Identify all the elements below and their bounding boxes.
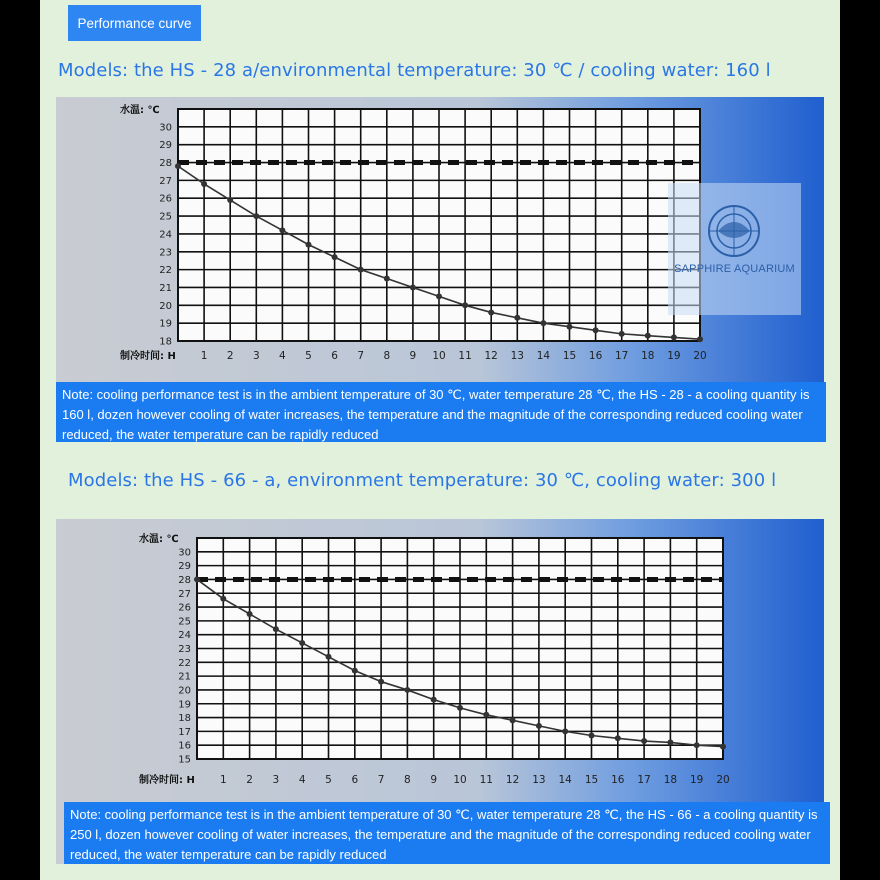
- x-tick-label: 20: [716, 774, 730, 786]
- y-tick-label: 25: [159, 211, 172, 223]
- y-tick-label: 29: [178, 561, 191, 573]
- data-point: [457, 705, 463, 711]
- data-point: [697, 336, 703, 342]
- y-tick-label: 28: [159, 158, 172, 170]
- data-point: [720, 744, 726, 750]
- data-point: [306, 242, 312, 248]
- performance-curve-badge: Performance curve: [68, 5, 201, 41]
- y-tick-label: 29: [159, 140, 172, 152]
- x-tick-label: 12: [505, 774, 520, 786]
- x-tick-label: 4: [279, 350, 286, 362]
- x-tick-label: 20: [693, 350, 707, 362]
- data-point: [332, 254, 338, 260]
- data-point: [589, 733, 595, 739]
- x-tick-label: 3: [252, 350, 260, 362]
- data-point: [227, 197, 233, 203]
- y-tick-label: 19: [178, 699, 191, 711]
- y-tick-label: 23: [178, 644, 191, 655]
- x-tick-label: 13: [532, 774, 546, 786]
- watermark-text: SAPPHIRE AQUARIUM: [674, 263, 795, 275]
- data-point: [352, 668, 358, 674]
- data-point: [378, 679, 384, 685]
- data-point: [536, 723, 542, 729]
- data-point: [431, 697, 437, 703]
- note-hs28: Note: cooling performance test is in the ambient temperature of 30 ℃, water temperature 28 ℃, the HS - 28 - a cooling quantity is 160 l, dozen however cooling of water increases, the temperature and the magnitude of the corresponding reduced cooling water reduced, the water temperature can be rapidly reduced: [56, 382, 826, 442]
- data-point: [488, 309, 494, 315]
- sapphire-logo-icon: [709, 206, 759, 256]
- data-point: [593, 327, 599, 333]
- x-tick-label: 19: [690, 774, 704, 786]
- x-tick-label: 8: [404, 774, 411, 786]
- data-point: [358, 267, 364, 273]
- y-tick-label: 26: [159, 193, 172, 205]
- x-tick-label: 9: [409, 350, 417, 362]
- x-tick-label: 1: [219, 774, 227, 786]
- y-tick-label: 18: [159, 336, 172, 348]
- y-tick-label: 28: [178, 574, 191, 586]
- data-point: [404, 687, 410, 693]
- y-tick-label: 19: [159, 318, 172, 330]
- x-tick-label: 13: [510, 350, 524, 362]
- data-point: [567, 324, 573, 330]
- x-tick-label: 6: [331, 350, 338, 362]
- model-heading-hs66: Models: the HS - 66 - a, environment temperature: 30 ℃, cooling water: 300 l: [68, 470, 777, 491]
- data-point: [194, 576, 200, 582]
- x-tick-label: 6: [351, 774, 359, 786]
- note-hs66: Note: cooling performance test is in the ambient temperature of 30 ℃, water temperature 28 ℃, the HS - 66 - a cooling quantity is 250 l, dozen however cooling of water increases, the temperature and the magnitude of the corresponding reduced cooling water reduced, the water temperature can be rapidly reduced: [64, 802, 830, 864]
- y-tick-label: 23: [159, 247, 172, 259]
- x-tick-label: 15: [562, 350, 577, 362]
- y-tick-label: 16: [178, 740, 191, 752]
- page: [40, 0, 840, 880]
- y-tick-label: 30: [178, 547, 191, 559]
- y-tick-label: 27: [159, 175, 172, 187]
- data-point: [619, 331, 625, 337]
- data-point: [410, 284, 416, 290]
- data-point: [641, 738, 647, 744]
- data-point: [326, 654, 332, 660]
- data-point: [273, 626, 279, 632]
- data-point: [615, 735, 621, 741]
- data-point: [436, 293, 442, 299]
- x-tick-label: 5: [325, 774, 332, 786]
- x-tick-label: 16: [611, 774, 625, 786]
- x-tick-label: 2: [226, 350, 234, 362]
- data-point: [247, 611, 253, 617]
- data-point: [694, 742, 700, 748]
- x-tick-label: 5: [305, 350, 312, 362]
- data-point: [220, 596, 226, 602]
- x-tick-label: 16: [588, 350, 603, 362]
- y-tick-label: 20: [159, 300, 172, 312]
- x-tick-label: 14: [536, 350, 551, 362]
- x-tick-label: 17: [637, 774, 651, 786]
- x-tick-label: 14: [558, 774, 572, 786]
- data-point: [645, 333, 651, 339]
- data-point: [667, 739, 673, 745]
- data-point: [253, 213, 259, 219]
- y-tick-label: 24: [159, 229, 172, 241]
- x-tick-label: 3: [272, 774, 280, 786]
- x-tick-label: 11: [458, 350, 472, 362]
- y-tick-label: 18: [178, 713, 191, 725]
- x-tick-label: 7: [357, 350, 365, 362]
- data-point: [514, 315, 520, 321]
- data-point: [299, 640, 305, 646]
- data-point: [540, 320, 546, 326]
- x-tick-label: 4: [298, 774, 306, 786]
- data-point: [671, 334, 677, 340]
- data-point: [483, 712, 489, 718]
- x-tick-label: 2: [246, 774, 253, 786]
- x-tick-label: 18: [641, 350, 655, 362]
- watermark-logo: [668, 183, 801, 315]
- x-tick-label: 18: [663, 774, 678, 786]
- y-tick-label: 17: [178, 726, 191, 738]
- y-tick-label: 21: [159, 282, 172, 294]
- x-tick-label: 10: [453, 774, 467, 786]
- x-tick-label: 10: [432, 350, 446, 362]
- data-point: [510, 717, 516, 723]
- data-point: [562, 728, 568, 734]
- y-tick-label: 22: [178, 657, 191, 669]
- y-tick-label: 30: [159, 122, 172, 134]
- x-axis-title: 制冷时间: H: [139, 775, 195, 786]
- x-tick-label: 15: [584, 774, 599, 786]
- data-point: [201, 181, 207, 187]
- x-tick-label: 11: [479, 774, 493, 786]
- y-tick-label: 21: [178, 671, 191, 683]
- data-point: [384, 276, 390, 282]
- data-point: [279, 227, 285, 233]
- data-point: [175, 163, 181, 169]
- x-axis-title: 制冷时间: H: [120, 351, 176, 362]
- x-tick-label: 9: [430, 774, 438, 786]
- x-tick-label: 17: [615, 350, 629, 362]
- y-axis-title: 水温: ℃: [139, 534, 179, 545]
- y-tick-label: 20: [178, 685, 191, 697]
- x-tick-label: 19: [667, 350, 681, 362]
- y-tick-label: 26: [178, 602, 191, 614]
- y-tick-label: 24: [178, 630, 191, 642]
- y-tick-label: 22: [159, 265, 172, 277]
- model-heading-hs28: Models: the HS - 28 a/environmental temperature: 30 ℃ / cooling water: 160 l: [58, 60, 771, 81]
- x-tick-label: 12: [484, 350, 498, 362]
- y-tick-label: 27: [178, 588, 191, 600]
- x-tick-label: 1: [200, 350, 208, 362]
- y-tick-label: 15: [178, 754, 191, 766]
- x-tick-label: 7: [377, 774, 385, 786]
- y-tick-label: 25: [178, 616, 191, 628]
- x-tick-label: 8: [383, 350, 391, 362]
- y-axis-title: 水温: ℃: [120, 105, 160, 116]
- data-point: [462, 302, 468, 308]
